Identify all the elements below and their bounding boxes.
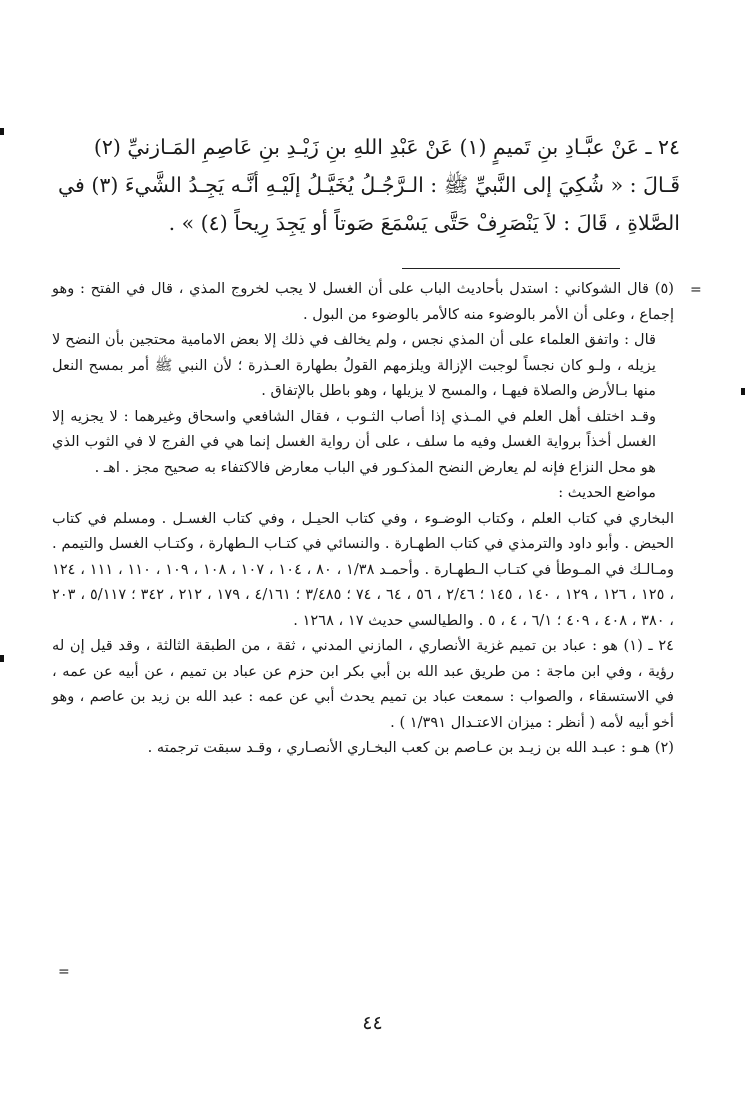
scan-edge-mark [741,388,745,395]
hadith-line: ٢٤ ـ عَنْ عبَّـادِ بنِ تَميمٍ (١) عَنْ عَبْدِ اللهِ بنِ زَيْـدِ بنِ عَاصِمِ المَـازنيِّ (٢) [93,135,680,159]
footnote-paragraph: (٥) قال الشوكاني : استدل بأحاديث الباب على أن الغسل لا يجب لخروج المذي ، قال في الفتح : وهو إجماع ، وعلى أن الأمر بالوضوء منه كالأمر بالوضوء من البول . [52,280,674,323]
footnote-separator [402,268,620,269]
hadith-line: الصَّلاةِ ، قَالَ : لاَ يَنْصَرِفْ حَتَّى يَسْمَعَ صَوتاً أو يَجِدَ رِيحاً (٤) » . [168,211,680,235]
hadith-line: قَـالَ : « شُكِيَ إلى النَّبيِّ ﷺ : الـرَّجُـلُ يُخَيَّـلُ إلَيْـهِ أنَّـه يَجِـدُ الشَّيءَ (٣) في [57,173,680,197]
scan-edge-mark [0,655,4,662]
continuation-mark: = [690,282,702,298]
footnote-paragraph: البخاري في كتاب العلم ، وكتاب الوضـوء ، وفي كتاب الحيـل ، وفي كتاب الغسـل . ومسلم في كتاب الحيض . وأبو داود والترمذي في كتاب الطهـارة . والنسائي في كتـاب الـطهارة ، وكتـاب الغسل والتيمم . ومـالـك في المـوطأ في كتـاب الـطهـارة . وأحمـد ١/٣٨ ، ٨٠ ، ١٠٤ ، ١٠٧ ، ١٠٨ ، ١٠٩ ، ١١٠ ، ١١١ ، ١٢٤ ، ١٢٥ ، ١٢٦ ، ١٢٩ ، ١٤٠ ، ١٤٥ ؛ ٢/٤٦ ، ٥٦ ، ٦٤ ، ٧٤ ؛ ٣/٤٨٥ ؛ ٤/١٦١ ، ١٧٩ ، ٢١٢ ، ٣٤٢ ؛ ٥/١١٧ ، ٢٠٣ ، ٣٨٠ ، ٤٠٨ ، ٤٠٩ ؛ ٦/١ ، ٤ ، ٥ . والطيالسي حديث ١٧ ، ١٢٦٨ . [52,509,675,629]
footnote-paragraph: وقـد اختلف أهل العلم في المـذي إذا أصاب الثـوب ، فقال الشافعي واسحاق وغيرهما : لا يجزيه إلا الغسل أخذاً برواية الغسل وفيه ما سلف ، على أن رواية الغسل إنما هي في الفرج لا في الثوب الذي هو محل النزاع فإنه لم يعارض النضح المذكـور في الباب معارض فالاكتفاء به صحيح مجز . اهـ . [52,407,656,476]
continuation-mark: = [58,964,70,980]
hadith-text [55,128,680,242]
footnote-paragraph: قال : واتفق العلماء على أن المذي نجس ، ولم يخالف في ذلك إلا بعض الامامية محتجين بأن النضح لا يزيله ، ولـو كان نجساً لوجبت الإزالة ويلزمهم القولُ بطهارة العـذرة ؛ لأن النبي ﷺ أمر بمسح النعل منها بـالأرض والصلاة فيهـا ، والمسح لا يزيلها ، وهو باطل بالإتفاق . [52,331,656,399]
page-number: ٤٤ [362,1012,383,1034]
footnote-paragraph: ٢٤ ـ (١) هو : عباد بن تميم غزية الأنصاري ، المازني المدني ، ثقة ، من الطبقة الثالثة ، وقد قيل إن له رؤية ، وفي ابن ماجة : من طريق عبد الله بن أبي بكر ابن حزم عن عباد بن تميم ، عن أبيه عن عمه ، في الاستسقاء ، والصواب : سمعت عباد بن تميم يحدث أبي عن عمه : عبد الله بن زيد بن عاصم ، وهو أخو أبيه لأمه ( أنظر : ميزان الاعتـدال ١/٣٩١ ) . [52,637,674,731]
section-heading: مواضع الحديث : [558,484,656,501]
footnotes [52,276,674,761]
footnote-paragraph: (٢) هـو : عبـد الله بن زيـد بن عـاصم بن كعب البخـاري الأنصـاري ، وقـد سبقت ترجمته . [147,739,674,756]
scan-edge-mark [0,128,4,135]
